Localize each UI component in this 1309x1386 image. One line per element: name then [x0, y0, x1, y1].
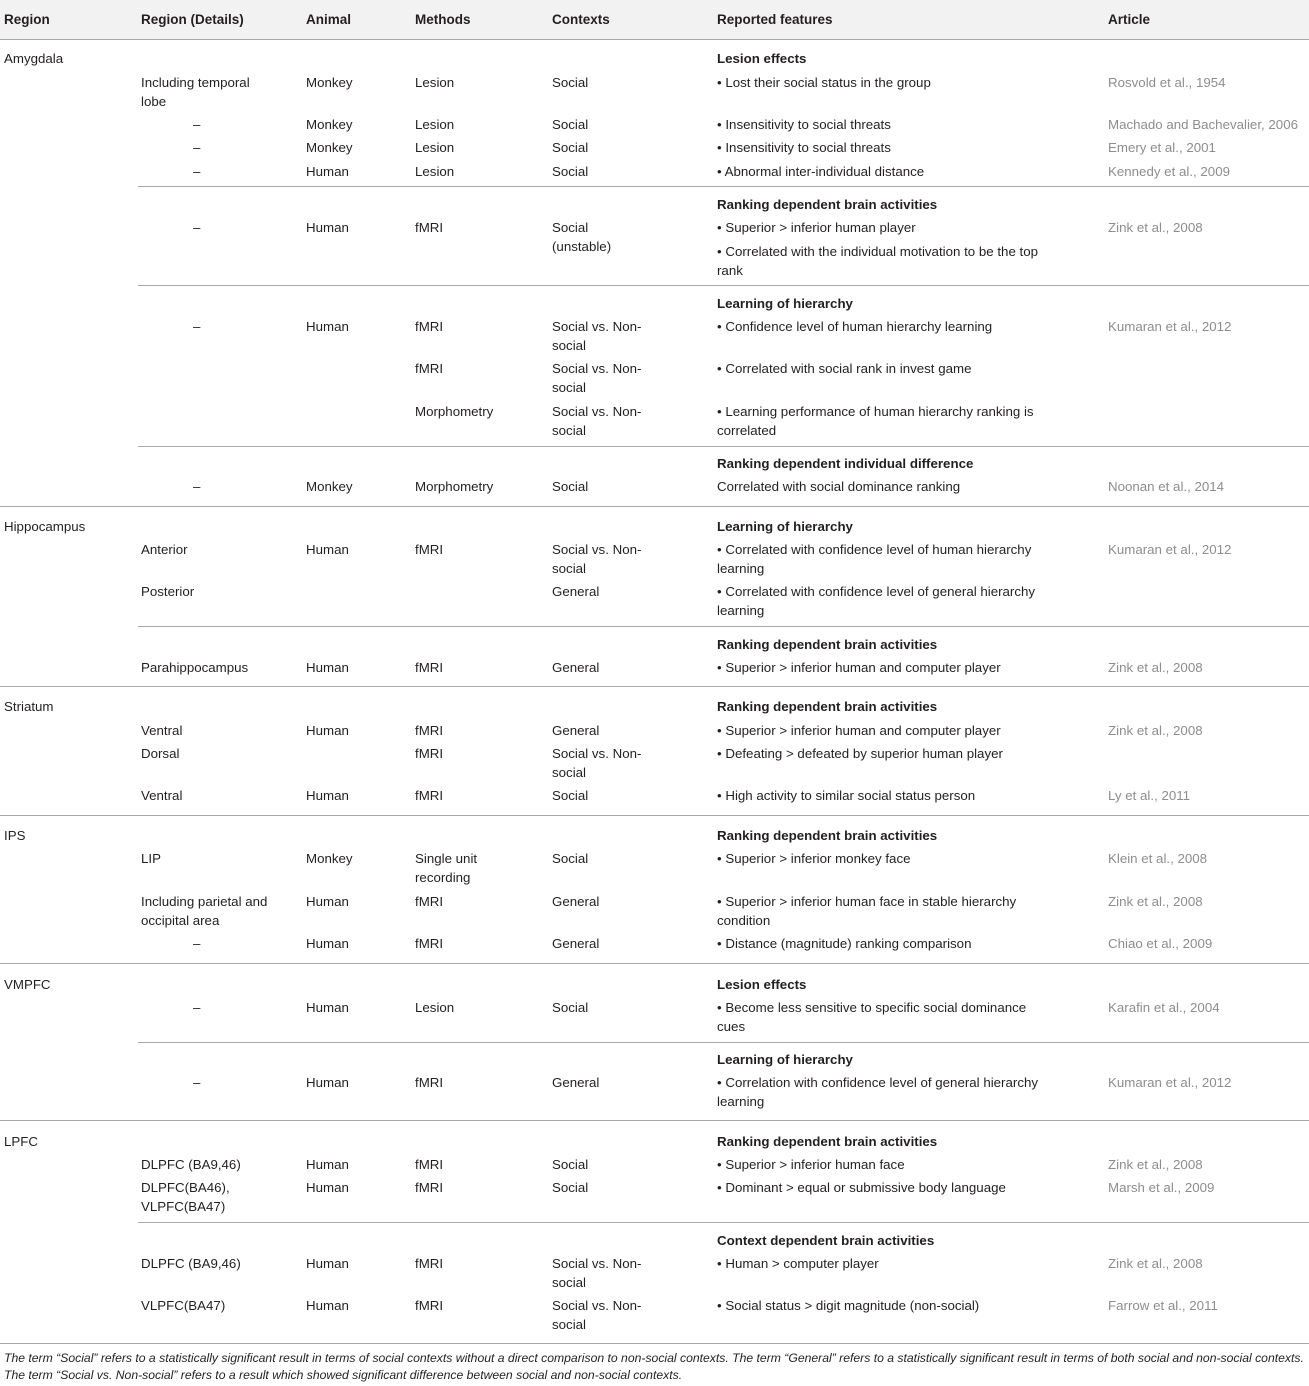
method-cell: fMRI [415, 746, 444, 761]
feature-text: Superior > inferior monkey face [725, 851, 911, 866]
region-detail-cell: – [193, 936, 201, 951]
group-subheading: Ranking dependent brain activities [717, 637, 938, 652]
header-contexts: Contexts [552, 12, 610, 27]
bullet-icon: • [717, 164, 725, 179]
animal-cell: Human [306, 723, 349, 738]
bullet-icon: • [717, 404, 726, 419]
region-detail-cell: – [193, 117, 201, 132]
article-cell: Karafin et al., 2004 [1108, 1000, 1220, 1015]
region-detail-cell: DLPFC(BA46), VLPFC(BA47) [141, 1180, 230, 1214]
context-cell: Social [552, 140, 589, 155]
table-footnote: The term “Social” refers to a statistically significant result in terms of social contexts without a direct comparison to non-social contexts. The term “General” refers to a statistically significant result in terms of both social and non-social contexts. The term “Social vs. Non-social” refers to a result which showed significant difference between social and non-social contexts. [4, 1351, 1304, 1382]
region-detail-cell: DLPFC (BA9,46) [141, 1157, 241, 1172]
article-cell: Zink et al., 2008 [1108, 723, 1203, 738]
group-divider [138, 186, 1309, 187]
bullet-icon: • [717, 220, 726, 235]
article-cell: Zink et al., 2008 [1108, 220, 1203, 235]
feature-cell [717, 162, 1057, 181]
feature-text: Human > computer player [725, 1256, 879, 1271]
region-detail-cell: Posterior [141, 584, 195, 599]
method-cell: Lesion [415, 140, 455, 155]
article-cell: Machado and Bachevalier, 2006 [1108, 117, 1298, 132]
animal-cell: Human [306, 1298, 349, 1313]
region-divider [0, 1343, 1309, 1344]
region-detail-cell: – [193, 319, 201, 334]
region-label: Hippocampus [4, 519, 86, 534]
feature-cell [717, 477, 1057, 496]
method-cell: fMRI [415, 660, 444, 675]
feature-text: High activity to similar social status person [725, 788, 976, 803]
animal-cell: Human [306, 936, 349, 951]
feature-text: Distance (magnitude) ranking comparison [725, 936, 972, 951]
feature-cell [717, 658, 1057, 677]
animal-cell: Human [306, 1000, 349, 1015]
article-cell: Emery et al., 2001 [1108, 140, 1216, 155]
method-cell: fMRI [415, 1075, 444, 1090]
bullet-icon: • [717, 660, 726, 675]
animal-cell: Human [306, 894, 349, 909]
method-cell: fMRI [415, 1256, 444, 1271]
bullet-icon: • [717, 894, 726, 909]
animal-cell: Monkey [306, 75, 353, 90]
animal-cell: Monkey [306, 140, 353, 155]
method-cell: Lesion [415, 1000, 455, 1015]
bullet-icon: • [717, 117, 726, 132]
feature-text: Correlated with confidence level of human hierarchy learning [717, 542, 1032, 576]
group-divider [138, 285, 1309, 286]
feature-cell [717, 786, 1057, 805]
context-cell: Social [552, 479, 589, 494]
animal-cell: Monkey [306, 117, 353, 132]
feature-cell [717, 1296, 1057, 1315]
feature-cell [717, 73, 1057, 92]
bullet-icon: • [717, 723, 726, 738]
bullet-icon: • [717, 1075, 726, 1090]
feature-text: Defeating > defeated by superior human player [725, 746, 1003, 761]
context-cell: Social [552, 1000, 589, 1015]
method-cell: fMRI [415, 542, 444, 557]
method-cell: fMRI [415, 319, 444, 334]
feature-text: Lost their social status in the group [725, 75, 931, 90]
region-label: Amygdala [4, 51, 64, 66]
context-cell: Social [552, 1157, 589, 1172]
region-divider [0, 1120, 1309, 1121]
region-label: IPS [4, 828, 26, 843]
article-cell: Rosvold et al., 1954 [1108, 75, 1226, 90]
feature-cell [717, 115, 1057, 134]
context-cell: Social [552, 851, 589, 866]
feature-cell [717, 1073, 1057, 1111]
method-cell: Single unit recording [415, 851, 478, 885]
bullet-icon: • [717, 1157, 726, 1172]
feature-text: Superior > inferior human and computer player [725, 723, 1001, 738]
header-methods: Methods [415, 12, 471, 27]
group-subheading: Ranking dependent brain activities [717, 197, 938, 212]
region-detail-cell: – [193, 1075, 201, 1090]
context-cell: Social vs. Non-social [552, 404, 642, 438]
article-cell: Farrow et al., 2011 [1108, 1298, 1218, 1313]
region-label: VMPFC [4, 977, 51, 992]
method-cell: Lesion [415, 75, 455, 90]
feature-text: Correlated with confidence level of general hierarchy learning [717, 584, 1036, 618]
context-cell: General [552, 584, 600, 599]
bullet-icon: • [717, 319, 726, 334]
article-cell: Kumaran et al., 2012 [1108, 319, 1232, 334]
bullet-icon: • [717, 1180, 726, 1195]
group-divider [138, 626, 1309, 627]
group-subheading: Lesion effects [717, 51, 807, 66]
region-detail-cell: DLPFC (BA9,46) [141, 1256, 241, 1271]
bullet-icon: • [717, 1000, 726, 1015]
header-details: Region (Details) [141, 12, 244, 27]
method-cell: Lesion [415, 164, 455, 179]
group-divider [138, 1222, 1309, 1223]
group-divider [138, 1042, 1309, 1043]
bullet-icon: • [717, 542, 726, 557]
method-cell: Lesion [415, 117, 455, 132]
feature-text: Dominant > equal or submissive body language [725, 1180, 1006, 1195]
group-subheading: Learning of hierarchy [717, 519, 853, 534]
group-subheading: Ranking dependent individual difference [717, 456, 974, 471]
article-cell: Kumaran et al., 2012 [1108, 542, 1232, 557]
group-subheading: Ranking dependent brain activities [717, 699, 938, 714]
feature-cell [717, 218, 1057, 237]
context-cell: General [552, 660, 600, 675]
region-detail-cell: – [193, 164, 201, 179]
feature-cell [717, 582, 1057, 620]
header-features: Reported features [717, 12, 833, 27]
bullet-icon: • [717, 788, 726, 803]
method-cell: fMRI [415, 361, 444, 376]
feature-text: Become less sensitive to specific social dominance cues [717, 1000, 1027, 1034]
bullet-icon: • [717, 361, 726, 376]
feature-text: Superior > inferior human face [725, 1157, 905, 1172]
article-cell: Kennedy et al., 2009 [1108, 164, 1230, 179]
region-detail-cell: Including parietal and occipital area [141, 894, 268, 928]
feature-cell [717, 1254, 1057, 1273]
feature-cell [717, 1178, 1057, 1197]
feature-cell [717, 359, 1057, 378]
region-detail-cell: Anterior [141, 542, 188, 557]
feature-cell [717, 892, 1057, 930]
article-cell: Zink et al., 2008 [1108, 1157, 1203, 1172]
feature-text: Confidence level of human hierarchy learning [725, 319, 993, 334]
group-subheading: Ranking dependent brain activities [717, 828, 938, 843]
method-cell: fMRI [415, 936, 444, 951]
feature-text: Social status > digit magnitude (non-social) [725, 1298, 980, 1313]
region-divider [0, 963, 1309, 964]
feature-cell [717, 242, 1057, 280]
animal-cell: Human [306, 660, 349, 675]
context-cell: Social vs. Non-social [552, 746, 642, 780]
feature-text: Correlated with social rank in invest game [725, 361, 972, 376]
animal-cell: Human [306, 788, 349, 803]
region-detail-cell: Dorsal [141, 746, 180, 761]
animal-cell: Human [306, 220, 349, 235]
feature-text: Learning performance of human hierarchy ranking is correlated [717, 404, 1034, 438]
method-cell: fMRI [415, 1298, 444, 1313]
article-cell: Kumaran et al., 2012 [1108, 1075, 1232, 1090]
feature-text: Abnormal inter-individual distance [724, 164, 925, 179]
region-detail-cell: VLPFC(BA47) [141, 1298, 226, 1313]
feature-cell [717, 721, 1057, 740]
method-cell: Morphometry [415, 404, 494, 419]
group-subheading: Context dependent brain activities [717, 1233, 935, 1248]
animal-cell: Human [306, 1180, 349, 1195]
feature-cell [717, 744, 1057, 763]
group-subheading: Learning of hierarchy [717, 1052, 853, 1067]
animal-cell: Human [306, 1256, 349, 1271]
animal-cell: Human [306, 319, 349, 334]
animal-cell: Human [306, 164, 349, 179]
region-detail-cell: – [193, 220, 201, 235]
region-detail-cell: Ventral [141, 723, 183, 738]
animal-cell: Human [306, 542, 349, 557]
context-cell: Social vs. Non-social [552, 1256, 642, 1290]
context-cell: Social (unstable) [552, 220, 612, 254]
context-cell: General [552, 1075, 600, 1090]
region-detail-cell: – [193, 140, 201, 155]
context-cell: Social [552, 117, 589, 132]
feature-text: Superior > inferior human face in stable hierarchy condition [717, 894, 1017, 928]
article-cell: Marsh et al., 2009 [1108, 1180, 1215, 1195]
article-cell: Zink et al., 2008 [1108, 1256, 1203, 1271]
feature-text: Superior > inferior human player [725, 220, 916, 235]
region-divider [0, 686, 1309, 687]
group-subheading: Ranking dependent brain activities [717, 1134, 938, 1149]
animal-cell: Monkey [306, 851, 353, 866]
feature-text: Correlation with confidence level of general hierarchy learning [717, 1075, 1039, 1109]
header-animal: Animal [306, 12, 352, 27]
feature-cell [717, 849, 1057, 868]
feature-cell [717, 138, 1057, 157]
context-cell: General [552, 723, 600, 738]
method-cell: Morphometry [415, 479, 494, 494]
context-cell: General [552, 936, 600, 951]
feature-text: Correlated with the individual motivation to be the top rank [717, 244, 1039, 278]
article-cell: Ly et al., 2011 [1108, 788, 1191, 803]
group-subheading: Lesion effects [717, 977, 807, 992]
bullet-icon: • [717, 584, 726, 599]
feature-cell [717, 1155, 1057, 1174]
method-cell: fMRI [415, 220, 444, 235]
feature-cell [717, 998, 1057, 1036]
region-detail-cell: Ventral [141, 788, 183, 803]
region-detail-cell: Including temporal lobe [141, 75, 250, 109]
feature-text: Insensitivity to social threats [725, 140, 891, 155]
method-cell: fMRI [415, 1157, 444, 1172]
context-cell: Social [552, 75, 589, 90]
animal-cell: Monkey [306, 479, 353, 494]
animal-cell: Human [306, 1157, 349, 1172]
context-cell: Social vs. Non-social [552, 319, 642, 353]
method-cell: fMRI [415, 788, 444, 803]
region-label: Striatum [4, 699, 54, 714]
method-cell: fMRI [415, 894, 444, 909]
method-cell: fMRI [415, 1180, 444, 1195]
region-detail-cell: – [193, 479, 201, 494]
bullet-icon: • [717, 1298, 726, 1313]
region-divider [0, 506, 1309, 507]
table-header [0, 0, 1309, 39]
region-detail-cell: LIP [141, 851, 161, 866]
context-cell: Social [552, 788, 589, 803]
context-cell: Social [552, 164, 589, 179]
animal-cell: Human [306, 1075, 349, 1090]
bullet-icon: • [717, 244, 726, 259]
bullet-icon: • [717, 851, 726, 866]
context-cell: Social vs. Non-social [552, 1298, 642, 1332]
region-detail-cell: – [193, 1000, 201, 1015]
feature-text: Superior > inferior human and computer player [725, 660, 1001, 675]
region-label: LPFC [4, 1134, 38, 1149]
feature-text: Insensitivity to social threats [725, 117, 891, 132]
group-subheading: Learning of hierarchy [717, 296, 853, 311]
article-cell: Zink et al., 2008 [1108, 894, 1203, 909]
article-cell: Klein et al., 2008 [1108, 851, 1208, 866]
feature-text: Correlated with social dominance ranking [717, 479, 961, 494]
article-cell: Noonan et al., 2014 [1108, 479, 1225, 494]
header-divider [0, 39, 1309, 40]
bullet-icon: • [717, 746, 726, 761]
context-cell: Social vs. Non-social [552, 542, 642, 576]
feature-cell [717, 540, 1057, 578]
bullet-icon: • [717, 1256, 726, 1271]
context-cell: General [552, 894, 600, 909]
context-cell: Social [552, 1180, 589, 1195]
bullet-icon: • [717, 75, 726, 90]
header-article: Article [1108, 12, 1151, 27]
article-cell: Zink et al., 2008 [1108, 660, 1203, 675]
region-divider [0, 815, 1309, 816]
context-cell: Social vs. Non-social [552, 361, 642, 395]
bullet-icon: • [717, 140, 726, 155]
region-detail-cell: Parahippocampus [141, 660, 249, 675]
feature-cell [717, 934, 1057, 953]
bullet-icon: • [717, 936, 726, 951]
feature-cell [717, 402, 1057, 440]
feature-cell [717, 317, 1057, 336]
article-cell: Chiao et al., 2009 [1108, 936, 1213, 951]
header-region: Region [4, 12, 50, 27]
method-cell: fMRI [415, 723, 444, 738]
group-divider [138, 446, 1309, 447]
